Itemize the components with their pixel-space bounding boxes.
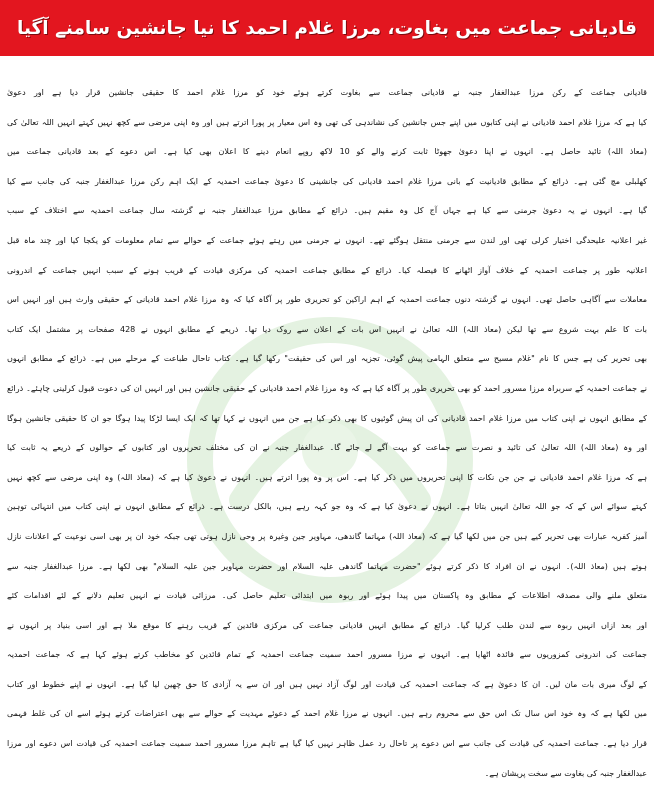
article-line: میں لکھا ہے کہ وہ خود اس سال تک اس حق سے محروم رہے ہیں۔ انہوں نے مرزا غلام احمد کے دعوئے مہدیت کے حوالے سے بھی اعتراضات کرتے ہوئے اسے ان کی غلط فہمی (7, 709, 647, 719)
article-line: اور بعد ازاں انہیں ربوہ سے لندن طلب کرلیا گیا۔ ذرائع کے مطابق انہیں قادیانی جماعت کی مرکزی قائدین کے قریب رہنے کا موقع ملا ہے اور اسی بنیاد پر انہوں نے (7, 620, 647, 630)
article-line: بات کا علم بہت شروع سے تھا لیکن (معاذ اللہ) اللہ تعالیٰ نے انہیں اس بات کے اعلان سے روک دیا تھا۔ ذریعے کے مطابق انہوں نے 428 صفحات پر مشتمل ایک کتاب (7, 324, 647, 334)
article-line: قادیانی جماعت کے رکن مرزا عبدالغفار جنبہ نے قادیانی جماعت سے بغاوت کرتے ہوئے خود کو مرزا غلام احمد کا حقیقی جانشین قرار دیا ہے اور دعویٰ (7, 88, 647, 97)
article-line: عبدالغفار جنبہ کی بغاوت سے سخت پریشان ہے۔ (484, 768, 647, 778)
headline: قادیانی جماعت میں بغاوت، مرزا غلام احمد کا نیا جانشین سامنے آگیا (17, 17, 637, 39)
article-line: (معاذ اللہ) تائید حاصل ہے۔ انہوں نے اپنا دعویٰ جھوٹا ثابت کرنے والے کو 10 لاکھ روپے انعام دینے کا اعلان بھی کیا ہے۔ اس دعوے کے بعد قادیانی جماعت میں (7, 147, 647, 157)
article-line: اور وہ (معاذ اللہ) اللہ تعالیٰ کی تائید و نصرت سے جماعت کو بہت آگے لے جائے گا۔ عبدالغفار جنبہ نے ان کی مختلف تحریروں اور کتابوں کے حوالوں کے ذریعے یہ ثابت کیا (7, 443, 647, 453)
article-line: متعلق ملنے والی مصدقہ اطلاعات کے مطابق وہ پاکستان میں پیدا ہوئے اور ربوہ میں ابتدائی تعلیم حاصل کی۔ مرزائی قیادت نے انہیں تعلیم دلانے کے لئے اقدامات کئے (7, 591, 647, 601)
article-line: گیا ہے۔ انہوں نے یہ دعویٰ جرمنی سے کیا ہے جہاں آج کل وہ مقیم ہیں۔ ذرائع کے مطابق مرزا عبدالغفار جنبہ نے گزشتہ سال جماعت احمدیہ سے اختلاف کے سبب (7, 206, 647, 216)
article-line: کے مطابق انہوں نے اپنی کتاب میں مرزا غلام احمد قادیانی کی ان پیش گوئیوں کا بھی ذکر کیا ہے جن میں انہوں نے کہا تھا کہ ایک ایسا لڑکا پیدا ہوگا جو ان کا حقیقی جانشین ہوگا (7, 413, 647, 423)
article-line: کھلبلی مچ گئی ہے۔ ذرائع کے مطابق قادیانیت کے بانی مرزا غلام احمد قادیانی کی جانشینی کا دعویٰ جماعت احمدیہ کے ایک اہم رکن مرزا عبدالغفار جنبہ کی جانب سے کیا (7, 176, 647, 186)
article-line: آمیز کفریہ عبارات بھی تحریر کیے ہیں جن میں لکھا گیا ہے کہ (معاذ اللہ) مہاتما گاندھی، مہاویر جین وغیرہ پر وحی نازل ہوتی تھی جبکہ خود ان پر بھی اسی نوعیت کے اعلانات نازل (7, 531, 647, 541)
article-line: کہتے سوائے اس کے کہ جو اللہ تعالیٰ انہیں بتاتا ہے۔ انہوں نے دعویٰ کیا ہے کہ وہ جو کہہ رہے ہیں، بالکل درست ہے۔ ذرائع کے مطابق انہوں نے اپنی کتاب میں انتہائی توہین (7, 502, 647, 512)
article-line: معاملات سے آگاہی حاصل تھی۔ انہوں نے گزشتہ دنوں جماعت احمدیہ کے اہم اراکین کو تحریری طور پر آگاہ کیا کہ وہ مرزا غلام احمد قادیانی کے حقیقی وارث ہیں اور انہیں اس (7, 295, 647, 305)
article-body (7, 78, 647, 788)
headline-banner (0, 0, 654, 56)
article-line: کیا ہے کہ مرزا غلام احمد قادیانی نے اپنی کتابوں میں اپنے جس جانشین کی نشاندہی کی تھی وہ اس معیار پر پورا اترتے ہیں اور وہ اپنی مرضی سے کچھ نہیں کہتے انہیں اللہ تعالیٰ کی (7, 117, 647, 127)
article-line: قرار دیا ہے۔ جماعت احمدیہ کی قیادت کی جانب سے اس دعوے پر تاحال رد عمل ظاہر نہیں کیا گیا ہے تاہم مرزا مسرور احمد سمیت جماعت احمدیہ کی قیادت اس دعوے اور مرزا (7, 739, 647, 749)
article-line: جماعت کی اندرونی کمزوریوں سے فائدہ اٹھایا ہے۔ انہوں نے مرزا مسرور احمد سمیت جماعت احمدیہ کے تمام قائدین کو مخاطب کرتے ہوئے کہا ہے کہ جماعت احمدیہ (7, 650, 647, 660)
article-line: ہوتے ہیں (معاذ اللہ)۔ انہوں نے ان افراد کا ذکر کرتے ہوئے "حضرت مہاتما گاندھی علیہ السلام اور حضرت مہاویر جین علیہ السلام" بھی لکھا ہے۔ مرزا عبدالغفار جنبہ سے (7, 561, 647, 571)
article-line: اعلانیہ طور پر جماعت احمدیہ کے خلاف آواز اٹھانے کا فیصلہ کیا۔ ذرائع کے مطابق جماعت احمدیہ کی مرکزی قیادت کے قریب ہونے کے سبب انہیں جماعت کے اندرونی (7, 265, 647, 275)
article-line: کے لوگ میری بات مان لیں۔ ان کا دعویٰ ہے کہ جماعت احمدیہ کی قیادت اور لوگ آزاد نہیں ہیں اور ان سے یہ آزادی کا حق چھین لیا گیا ہے۔ انہوں نے اپنے خطوط اور کتاب (7, 679, 647, 689)
article-line: نے جماعت احمدیہ کے سربراہ مرزا مسرور احمد کو بھی تحریری طور پر آگاہ کیا ہے کہ وہ مرزا غلام احمد قادیانی کے حقیقی جانشین ہیں اور انہیں ان کی دعوت قبول کرلینی چاہئے۔ ذرائع (7, 383, 647, 393)
article-line: غیر اعلانیہ علیحدگی اختیار کرلی تھی اور لندن سے جرمنی منتقل ہوگئے تھے۔ انہوں نے جرمنی میں رہتے ہوئے جماعت کے حوالے سے تمام معلومات کو یکجا کیا اور چند ماہ قبل (7, 235, 647, 245)
article-line: بھی تحریر کی ہے جس کا نام "غلام مسیح سے متعلق الہامی پیش گوئی، تجزیہ اور اس کی حقیقت" رکھا گیا ہے۔ کتاب تاحال طباعت کے مرحلے میں ہے۔ ذرائع کے مطابق انہوں (7, 354, 647, 364)
article-line: ہے کہ مرزا غلام احمد قادیانی نے جن جن نکات کا اپنی تحریروں میں ذکر کیا ہے۔ اس پر وہ پورا اترتے ہیں۔ انہوں نے دعویٰ کیا ہے کہ (معاذ اللہ) وہ اپنی مرضی سے کچھ نہیں (7, 472, 647, 482)
